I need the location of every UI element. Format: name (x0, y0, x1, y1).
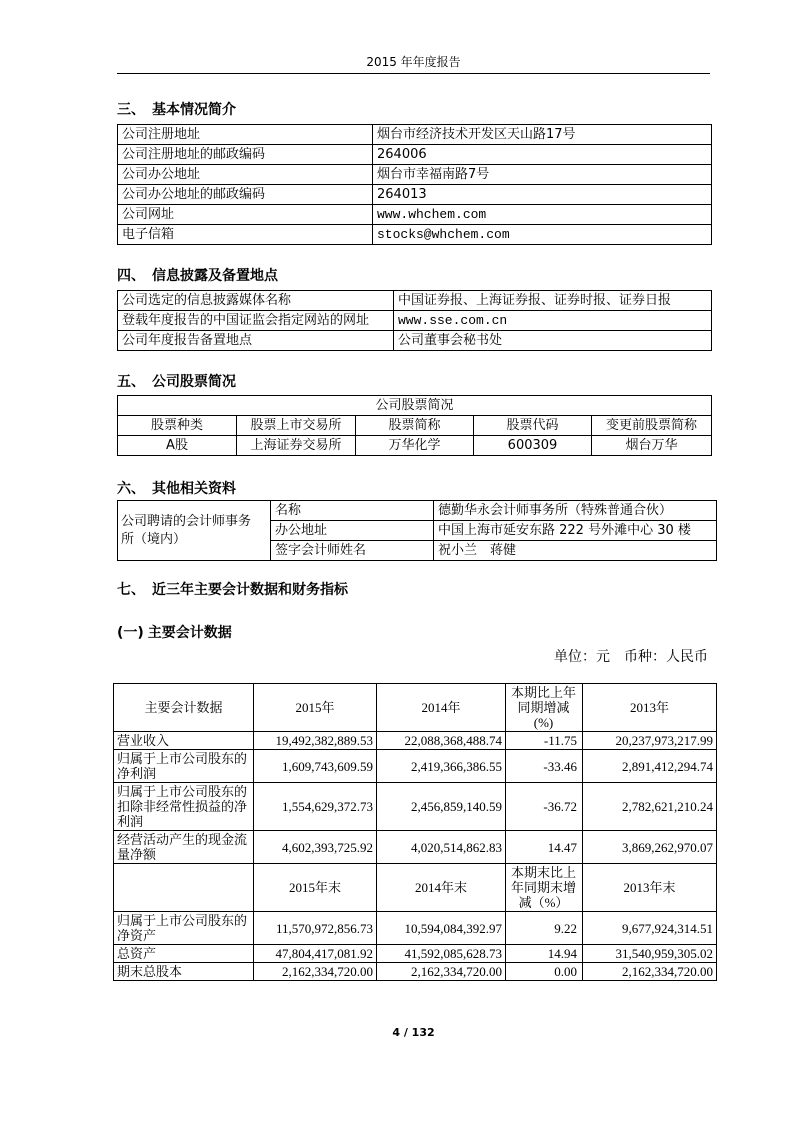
section-heading-financials (117, 581, 348, 599)
info-value: 德勤华永会计师事务所（特殊普通合伙） (434, 501, 717, 521)
section-heading-disclosure (117, 267, 278, 285)
empty-header-cell (114, 864, 254, 912)
column-header: 2015年末 (254, 864, 377, 912)
section-number: 三、 (117, 102, 145, 118)
section-number: 七、 (117, 582, 145, 598)
info-value: 中国上海市延安东路 222 号外滩中心 30 楼 (434, 521, 717, 541)
value-cell: 4,020,514,862.83 (377, 831, 506, 864)
page-number: 4 / 132 (392, 1026, 435, 1039)
header-rule (117, 73, 710, 74)
column-header: 变更前股票简称 (592, 416, 712, 436)
value-cell: 1,609,743,609.59 (254, 750, 377, 783)
stock-table (117, 395, 712, 456)
info-label: 签字会计师姓名 (271, 541, 434, 561)
column-header: 股票种类 (118, 416, 237, 436)
value-cell: 2,419,366,386.55 (377, 750, 506, 783)
row-label: 总资产 (114, 945, 254, 963)
column-header: 本期末比上年同期末增减（%） (506, 864, 583, 912)
column-header: 主要会计数据 (114, 684, 254, 732)
row-label: 归属于上市公司股东的扣除非经常性损益的净利润 (114, 783, 254, 831)
table-row (118, 205, 712, 225)
table-row (118, 165, 712, 185)
value-cell: 2,782,621,210.24 (583, 783, 717, 831)
value-cell: 31,540,959,305.02 (583, 945, 717, 963)
auditor-group-label: 公司聘请的会计师事务所（境内） (118, 501, 271, 561)
column-header: 2014年 (377, 684, 506, 732)
info-value: 264006 (373, 145, 712, 165)
section-heading-other-info (117, 480, 236, 498)
website-value: www.whchem.com (373, 205, 712, 225)
info-label: 电子信箱 (118, 225, 373, 245)
change-cell: 14.47 (506, 831, 583, 864)
table-row (118, 501, 717, 521)
info-value: 264013 (373, 185, 712, 205)
info-value: 祝小兰 蒋健 (434, 541, 717, 561)
table-row (114, 831, 717, 864)
value-cell: 2,456,859,140.59 (377, 783, 506, 831)
table-row (114, 912, 717, 945)
value-cell: 2,891,412,294.74 (583, 750, 717, 783)
table-row (118, 125, 712, 145)
section-title: 公司股票简况 (152, 374, 236, 390)
value-cell: 20,237,973,217.99 (583, 732, 717, 750)
stock-table-title: 公司股票简况 (118, 396, 712, 416)
table-row (118, 291, 712, 311)
stock-code: 600309 (474, 436, 592, 456)
table-row (118, 436, 712, 456)
section-number: 四、 (117, 268, 145, 284)
row-label: 经营活动产生的现金流量净额 (114, 831, 254, 864)
change-cell: 14.94 (506, 945, 583, 963)
value-cell: 10,594,084,392.97 (377, 912, 506, 945)
info-value: 烟台市经济技术开发区天山路17号 (373, 125, 712, 145)
stock-type: A股 (118, 436, 237, 456)
email-value: stocks@whchem.com (373, 225, 712, 245)
row-label: 期末总股本 (114, 963, 254, 981)
column-header: 股票代码 (474, 416, 592, 436)
column-header: 2013年 (583, 684, 717, 732)
value-cell: 2,162,334,720.00 (377, 963, 506, 981)
info-label: 登载年度报告的中国证监会指定网站的网址 (118, 311, 394, 331)
disclosure-table (117, 290, 712, 351)
info-label: 公司办公地址的邮政编码 (118, 185, 373, 205)
column-header: 2013年末 (583, 864, 717, 912)
change-cell: -33.46 (506, 750, 583, 783)
website-value: www.sse.com.cn (394, 311, 712, 331)
change-cell: -11.75 (506, 732, 583, 750)
column-header: 2014年末 (377, 864, 506, 912)
change-cell: 9.22 (506, 912, 583, 945)
stock-short-name: 万华化学 (356, 436, 474, 456)
row-label: 归属于上市公司股东的净资产 (114, 912, 254, 945)
info-label: 公司注册地址的邮政编码 (118, 145, 373, 165)
section-title: 信息披露及备置地点 (152, 268, 278, 284)
row-label: 营业收入 (114, 732, 254, 750)
unit-note: 单位：元 币种：人民币 (554, 649, 708, 665)
table-row (114, 732, 717, 750)
basic-info-table (117, 124, 712, 245)
value-cell: 47,804,417,081.92 (254, 945, 377, 963)
table-row (118, 225, 712, 245)
value-cell: 2,162,334,720.00 (254, 963, 377, 981)
running-header: 2015 年年度报告 (366, 55, 461, 69)
table-row (118, 145, 712, 165)
table-row (114, 963, 717, 981)
table-header-row (114, 684, 717, 732)
table-row (114, 945, 717, 963)
financial-data-table (113, 683, 717, 981)
column-header: 2015年 (254, 684, 377, 732)
table-row (118, 331, 712, 351)
auditor-table (117, 500, 717, 561)
section-heading-basic-info (117, 101, 236, 119)
value-cell: 4,602,393,725.92 (254, 831, 377, 864)
table-header-row (114, 864, 717, 912)
info-label: 名称 (271, 501, 434, 521)
value-cell: 9,677,924,314.51 (583, 912, 717, 945)
value-cell: 2,162,334,720.00 (583, 963, 717, 981)
info-value: 烟台市幸福南路7号 (373, 165, 712, 185)
table-row (118, 185, 712, 205)
value-cell: 1,554,629,372.73 (254, 783, 377, 831)
info-label: 办公地址 (271, 521, 434, 541)
table-row (118, 311, 712, 331)
info-label: 公司注册地址 (118, 125, 373, 145)
info-label: 公司年度报告备置地点 (118, 331, 394, 351)
section-title: 基本情况简介 (152, 102, 236, 118)
value-cell: 3,869,262,970.07 (583, 831, 717, 864)
value-cell: 22,088,368,488.74 (377, 732, 506, 750)
stock-exchange: 上海证券交易所 (237, 436, 356, 456)
info-label: 公司选定的信息披露媒体名称 (118, 291, 394, 311)
subsection-title: 主要会计数据 (147, 625, 232, 641)
table-header-row (118, 416, 712, 436)
section-title: 近三年主要会计数据和财务指标 (152, 582, 348, 598)
section-title: 其他相关资料 (152, 481, 236, 497)
table-row (118, 396, 712, 416)
value-cell: 19,492,382,889.53 (254, 732, 377, 750)
row-label: 归属于上市公司股东的净利润 (114, 750, 254, 783)
subsection-number: (一) (117, 625, 144, 641)
info-label: 公司网址 (118, 205, 373, 225)
table-row (114, 750, 717, 783)
former-stock-name: 烟台万华 (592, 436, 712, 456)
section-number: 六、 (117, 481, 145, 497)
column-header: 股票简称 (356, 416, 474, 436)
info-label: 公司办公地址 (118, 165, 373, 185)
change-cell: -36.72 (506, 783, 583, 831)
column-header: 本期比上年同期增减(%) (506, 684, 583, 732)
column-header: 股票上市交易所 (237, 416, 356, 436)
subsection-heading (117, 624, 232, 642)
section-number: 五、 (117, 374, 145, 390)
value-cell: 41,592,085,628.73 (377, 945, 506, 963)
change-cell: 0.00 (506, 963, 583, 981)
table-row (114, 783, 717, 831)
value-cell: 11,570,972,856.73 (254, 912, 377, 945)
info-value: 中国证券报、上海证券报、证券时报、证券日报 (394, 291, 712, 311)
section-heading-stock (117, 373, 236, 391)
info-value: 公司董事会秘书处 (394, 331, 712, 351)
